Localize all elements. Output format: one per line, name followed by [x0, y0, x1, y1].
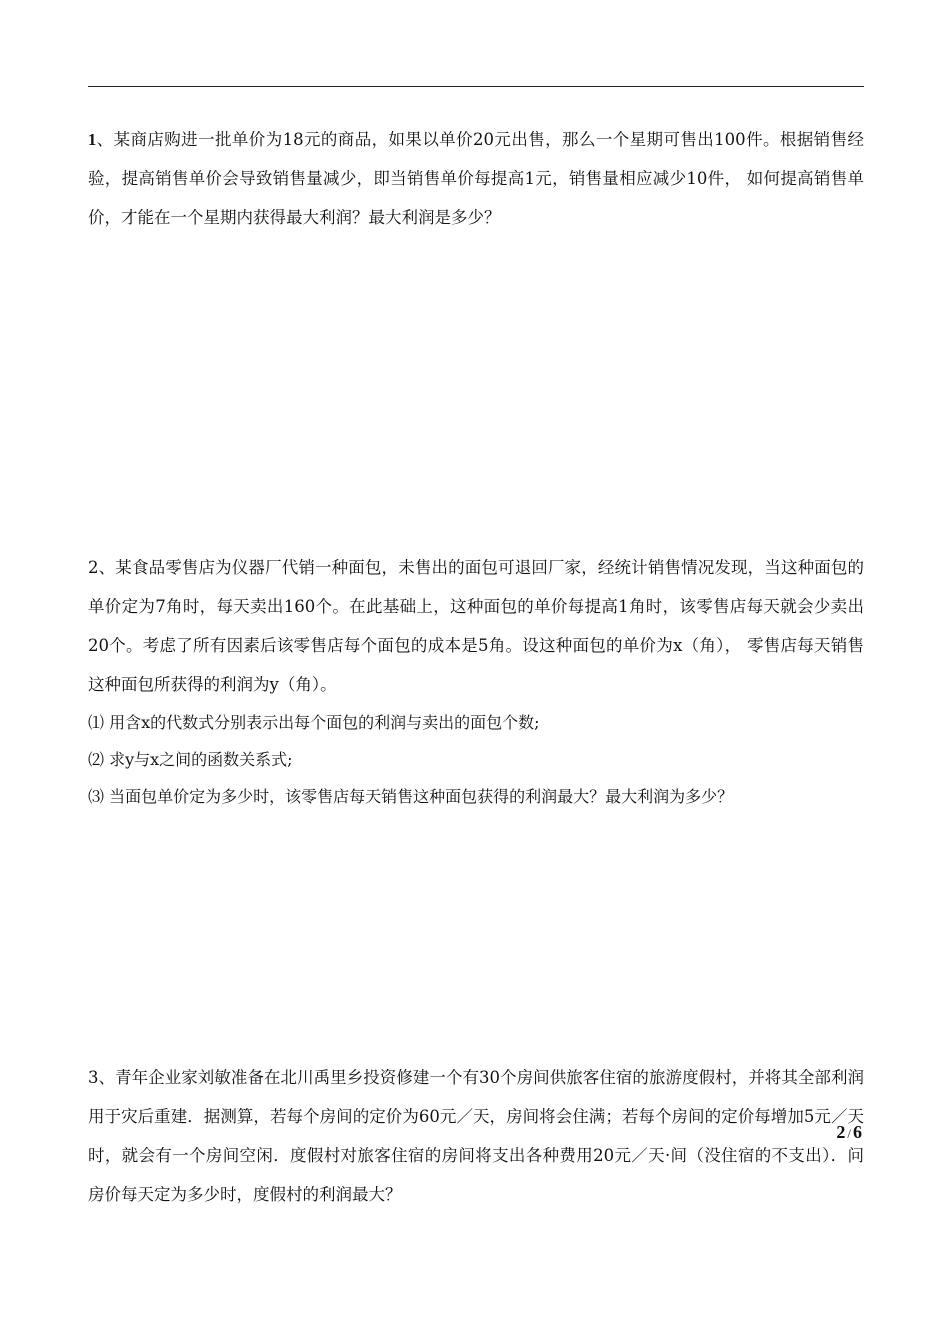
problem-1-number: 1: [88, 130, 97, 149]
problem-2-sub-question-1: ⑴ 用含x的代数式分别表示出每个面包的利润与卖出的面包个数;: [88, 713, 540, 732]
problem-2: [88, 548, 864, 815]
problem-3: [88, 1058, 864, 1214]
problem-3-body: 青年企业家刘敏准备在北川禹里乡投资修建一个有30个房间供旅客住宿的旅游度假村，并将其全部利润用于灾后重建．据测算，若每个房间的定价为60元／天，房间将会住满；若每个房间的定价每增加5元／天时，就会有一个房间空闲．度假村对旅客住宿的房间将支出各种费用20元／天·间（没住宿的不支出）．问房价每天定为多少时，度假村的利润最大？: [88, 1068, 865, 1204]
page-total: 6: [853, 1122, 862, 1142]
header-rule: [88, 86, 864, 87]
problem-2-number: 2: [88, 558, 99, 577]
problem-1-text: [88, 120, 864, 237]
problem-1: [88, 120, 864, 237]
problem-2-sub-question-3: ⑶ 当面包单价定为多少时，该零售店每天销售这种面包获得的利润最大？最大利润为多少？: [88, 787, 734, 806]
problem-1-body: 某商店购进一批单价为18元的商品，如果以单价20元出售，那么一个星期可售出100件。根据销售经验，提高销售单价会导致销售量减少，即当销售单价每提高1元，销售量相应减少10件， 如何提高销售单价，才能在一个星期内获得最大利润？最大利润是多少？: [88, 130, 864, 227]
page-current: 2: [836, 1122, 846, 1142]
problem-1-separator: 、: [96, 130, 114, 149]
problem-3-text: [88, 1058, 864, 1214]
page-number: [836, 1122, 862, 1143]
problem-2-sub-question-2: ⑵ 求y与x之间的函数关系式;: [88, 750, 293, 769]
problem-2-separator: 、: [98, 558, 116, 577]
page-separator: /: [847, 1126, 851, 1141]
problem-2-body: 某食品零售店为仪器厂代销一种面包，未售出的面包可退回厂家，经统计销售情况发现，当这种面包的单价定为7角时，每天卖出160个。在此基础上，这种面包的单价每提高1角时，该零售店每天就会少卖出20个。考虑了所有因素后该零售店每个面包的成本是5角。设这种面包的单价为x（角）， 零售店每天销售这种面包所获得的利润为y（角）。: [88, 558, 865, 694]
problem-3-number: 3: [88, 1068, 99, 1087]
problem-2-text: [88, 548, 864, 704]
problem-3-separator: 、: [98, 1068, 116, 1087]
